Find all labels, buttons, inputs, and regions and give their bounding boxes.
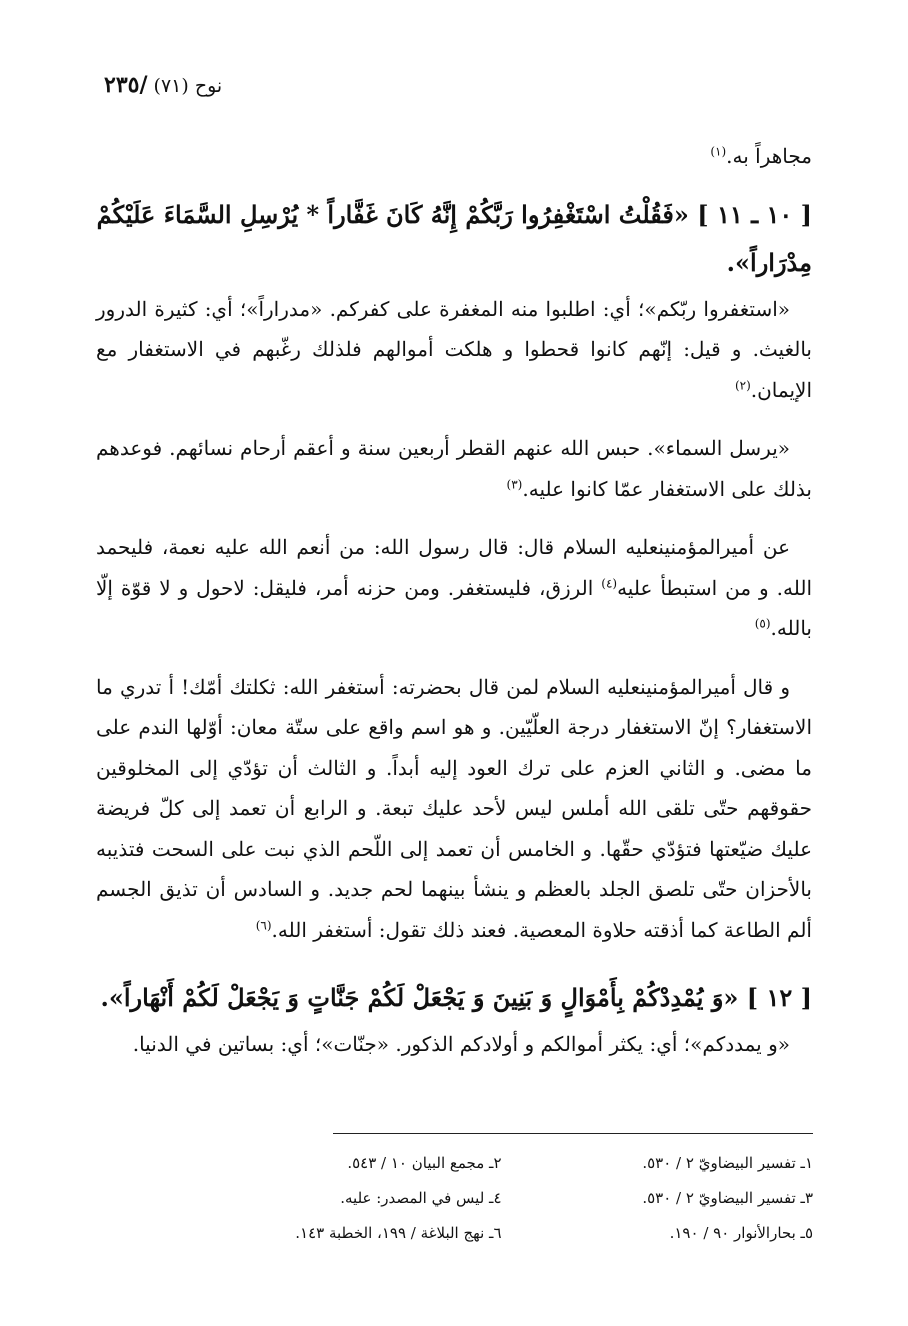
footnotes	[190, 1152, 813, 1244]
running-header	[104, 72, 222, 98]
footnote-2: ٢ـ مجمع البيان ١٠ / ٥٤٣.	[347, 1154, 502, 1172]
paragraph-hadith: عن أميرالمؤمنينعليه السلام قال: قال رسول الله: من أنعم الله عليه نعمة، فليحمد الله. و من استبطأ عليه$^{(٤)}$ الرزق، فليستغفر. ومن حزنه أمر، فليقل: لاحول و لا قوّة إلّا بالله.$^{(٥)}$	[96, 535, 812, 640]
paragraph-wealth: «و يمددكم»؛ أي: يكثر أموالكم و أولادكم الذكور. «جنّات»؛ أي: بساتين في الدنيا.	[132, 1032, 790, 1056]
footnote-6: ٦ـ نهج البلاغة / ١٩٩، الخطبة ١٤٣.	[295, 1224, 502, 1242]
page-number: /٢٣٥	[104, 72, 148, 98]
footnote-1: ١ـ تفسير البيضاويّ ٢ / ٥٣٠.	[642, 1154, 813, 1172]
main-text	[96, 136, 812, 1065]
footnote-divider	[333, 1133, 813, 1134]
footnote-4: ٤ـ ليس في المصدر: عليه.	[340, 1189, 502, 1207]
footnote-ref[interactable]: (٥)	[754, 616, 771, 631]
footnote-5: ٥ـ بحارالأنوار ٩٠ / ١٩٠.	[669, 1224, 813, 1242]
footnote-ref[interactable]: (٦)	[255, 917, 272, 932]
footnote-3: ٣ـ تفسير البيضاويّ ٢ / ٥٣٠.	[642, 1189, 813, 1207]
quran-verse-10-11: [ ١٠ ـ ١١ ] «فَقُلْتُ اسْتَغْفِرُوا رَبَّكُمْ إِنَّهُ كَانَ غَفَّاراً * يُرْسِلِ السَّمَاءَ عَلَيْكُمْ مِدْرَاراً».	[96, 199, 812, 277]
footnote-ref[interactable]: (٢)	[734, 377, 751, 392]
footnote-ref[interactable]: (٣)	[506, 476, 523, 491]
paragraph-istighfar-meaning: «استغفروا ربّكم»؛ أي: اطلبوا منه المغفرة على كفركم. «مدراراً»؛ أي: كثيرة الدرور بالغيث. و قيل: إنّهم كانوا قحطوا و هلكت أموالهم فلذلك رغّبهم في الاستغفار مع الإيمان.$^{(٢)}$	[96, 296, 812, 402]
paragraph-intro: مجاهراً به.$^{(١)}$	[710, 144, 812, 168]
footnote-ref[interactable]: (٤)	[601, 575, 618, 590]
footnote-ref[interactable]: (١)	[710, 144, 727, 159]
quran-verse-12: [ ١٢ ] «وَ يُمْدِدْكُمْ بِأَمْوَالٍ وَ بَنِينَ وَ يَجْعَلْ لَكُمْ جَنَّاتٍ وَ يَجْعَلْ لَكُمْ أَنْهَاراً».	[100, 983, 812, 1012]
surah-label: نوح (٧١)	[153, 75, 223, 97]
paragraph-six-meanings: و قال أميرالمؤمنينعليه السلام لمن قال بحضرته: أستغفر الله: ثكلتك أمّك! أ تدري ما الاستغفار؟ إنّ الاستغفار درجة العلّيّين. و هو اسم واقع على ستّة معان: أوّلها الندم على ما مضى. و الثاني العزم على ترك العود إليه أبداً. و الثالث أن تؤدّي إلى المخلوقين حقوقهم حتّى تلقى الله أملس ليس لأحد عليك تبعة. و الرابع أن تعمد إلى كلّ فريضة عليك ضيّعتها فتؤدّي حقّها. و الخامس أن تعمد إلى اللّحم الذي نبت على السحت فتذيبه بالأحزان حتّى تلصق الجلد بالعظم و ينشأ بينهما لحم جديد. و السادس أن تذيق الجسم ألم الطاعة كما أذقته حلاوة المعصية. فعند ذلك تقول: أستغفر الله.$^{(٦)}$	[96, 674, 812, 942]
paragraph-rain: «يرسل السماء». حبس الله عنهم القطر أربعين سنة و أعقم أرحام نسائهم. فوعدهم بذلك على الاستغفار عمّا كانوا عليه.$^{(٣)}$	[96, 436, 812, 501]
